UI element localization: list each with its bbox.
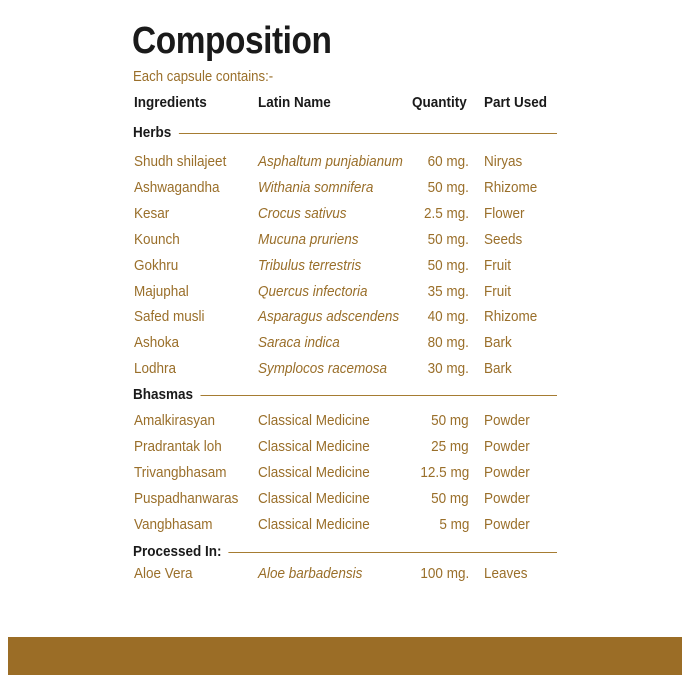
ingredient-name: Puspadhanwaras [134, 489, 239, 507]
header-latin-name: Latin Name [258, 94, 331, 111]
latin-name: Classical Medicine [258, 437, 370, 455]
part-used: Niryas [484, 153, 523, 170]
section-bhasmas [133, 386, 557, 406]
ingredient-name: Ashoka [134, 334, 180, 352]
table-row [0, 179, 690, 203]
section-label: Bhasmas [133, 386, 200, 403]
subtitle: Each capsule contains:- [133, 68, 274, 85]
latin-name: Mucuna pruriens [258, 230, 359, 248]
ingredient-name: Kounch [134, 230, 180, 248]
part-used: Powder [484, 412, 530, 429]
part-used: Powder [484, 463, 530, 481]
quantity: 12.5 mg [420, 463, 469, 481]
section-label: Processed In: [133, 543, 229, 560]
quantity: 30 mg. [427, 360, 469, 378]
table-row [0, 334, 690, 358]
table-row [0, 464, 690, 488]
table-row [0, 308, 690, 332]
latin-name: Aloe barbadensis [258, 565, 363, 582]
table-row [0, 360, 690, 384]
latin-name: Withania somnifera [258, 178, 374, 196]
ingredient-name: Pradrantak loh [134, 437, 222, 455]
quantity: 50 mg. [427, 178, 469, 196]
quantity: 60 mg. [427, 153, 469, 170]
latin-name: Symplocos racemosa [258, 360, 388, 378]
latin-name: Asphaltum punjabianum [258, 153, 403, 170]
table-row [0, 516, 690, 540]
latin-name: Classical Medicine [258, 489, 370, 507]
part-used: Flower [484, 204, 525, 222]
ingredient-name: Ashwagandha [134, 178, 220, 196]
section-label: Herbs [133, 124, 178, 141]
quantity: 50 mg [431, 412, 469, 429]
latin-name: Saraca indica [258, 334, 340, 352]
section-divider [133, 133, 557, 134]
ingredient-name: Majuphal [134, 282, 189, 300]
footer-band [8, 637, 682, 675]
ingredient-name: Kesar [134, 204, 170, 222]
quantity: 35 mg. [427, 282, 469, 300]
part-used: Bark [484, 334, 512, 352]
quantity: 2.5 mg. [423, 204, 469, 222]
table-row [0, 412, 690, 436]
table-row [0, 153, 690, 177]
part-used: Seeds [484, 230, 523, 248]
part-used: Rhizome [484, 308, 538, 326]
part-used: Leaves [484, 565, 528, 582]
ingredient-name: Lodhra [134, 360, 177, 378]
part-used: Fruit [484, 256, 511, 274]
part-used: Powder [484, 489, 530, 507]
quantity: 50 mg. [427, 230, 469, 248]
table-row [0, 231, 690, 255]
latin-name: Classical Medicine [258, 412, 370, 429]
ingredient-name: Aloe Vera [134, 565, 193, 582]
part-used: Bark [484, 360, 512, 378]
quantity: 80 mg. [427, 334, 469, 352]
table-row [0, 283, 690, 307]
quantity: 100 mg. [420, 565, 469, 582]
quantity: 5 mg [438, 515, 469, 533]
table-row [0, 257, 690, 281]
part-used: Rhizome [484, 178, 538, 196]
table-row [0, 490, 690, 514]
quantity: 25 mg [431, 437, 469, 455]
part-used: Powder [484, 515, 530, 533]
header-quantity: Quantity [412, 94, 467, 111]
ingredient-name: Trivangbhasam [134, 463, 227, 481]
ingredient-name: Amalkirasyan [134, 412, 216, 429]
latin-name: Asparagus adscendens [258, 308, 400, 326]
part-used: Fruit [484, 282, 511, 300]
table-row [0, 438, 690, 462]
latin-name: Tribulus terrestris [258, 256, 362, 274]
latin-name: Crocus sativus [258, 204, 347, 222]
section-herbs [133, 124, 557, 144]
table-row [0, 205, 690, 229]
page-title: Composition [132, 20, 332, 62]
table-row [0, 565, 690, 589]
part-used: Powder [484, 437, 530, 455]
ingredient-name: Vangbhasam [134, 515, 213, 533]
ingredient-name: Shudh shilajeet [134, 153, 227, 170]
quantity: 40 mg. [427, 308, 469, 326]
quantity: 50 mg. [427, 256, 469, 274]
latin-name: Classical Medicine [258, 515, 370, 533]
latin-name: Classical Medicine [258, 463, 370, 481]
header-part-used: Part Used [484, 94, 548, 111]
ingredient-name: Gokhru [134, 256, 179, 274]
section-processed [133, 543, 557, 563]
header-ingredients: Ingredients [134, 94, 207, 111]
quantity: 50 mg [431, 489, 469, 507]
ingredient-name: Safed musli [134, 308, 205, 326]
latin-name: Quercus infectoria [258, 282, 368, 300]
